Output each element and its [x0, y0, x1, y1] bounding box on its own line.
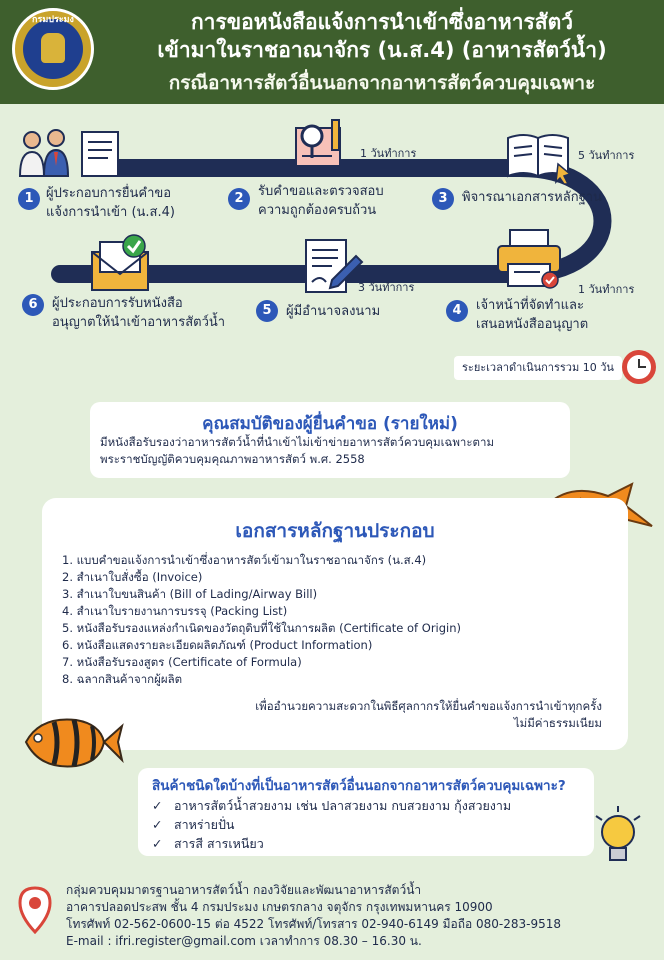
- step-4-duration: 1 วันทำการ: [578, 283, 635, 296]
- products-title: สินค้าชนิดใดบ้างที่เป็นอาหารสัตว์อื่นนอกจากอาหารสัตว์ควบคุมเฉพาะ?: [152, 778, 566, 794]
- document-item: 8. ฉลากสินค้าจากผู้ผลิต: [62, 672, 183, 686]
- step-6-text: ผู้ประกอบการรับหนังสือ อนุญาตให้นำเข้าอาหารสัตว์น้ำ: [52, 296, 226, 330]
- check-icon: ✓: [152, 836, 163, 851]
- step-3-text: พิจารณาเอกสารหลักฐาน: [462, 190, 602, 205]
- businesspeople-icon: [18, 126, 128, 186]
- footer-line-2: อาคารปลอดประสพ ชั้น 4 กรมประมง เกษตรกลาง จตุจักร กรุงเทพมหานคร 10900: [66, 900, 493, 914]
- check-icon: ✓: [152, 817, 163, 832]
- documents-title: เอกสารหลักฐานประกอบ: [235, 520, 435, 542]
- step-1-text: ผู้ประกอบการยื่นคำขอ แจ้งการนำเข้า (น.ส.4): [46, 186, 175, 220]
- footer-line-1: กลุ่มควบคุมมาตรฐานอาหารสัตว์น้ำ กองวิจัยและพัฒนาอาหารสัตว์น้ำ: [66, 883, 422, 897]
- product-item: ✓ สาหร่ายปั่น: [152, 817, 235, 832]
- documents-box: [42, 498, 628, 750]
- product-item: ✓ อาหารสัตว์น้ำสวยงาม เช่น ปลาสวยงาม กบสวยงาม กุ้งสวยงาม: [152, 798, 512, 813]
- department-logo: [12, 8, 94, 90]
- logo-text: กรมประมง: [32, 15, 74, 25]
- products-box: [138, 768, 594, 856]
- step-3-number: 3: [432, 188, 454, 210]
- total-duration: ระยะเวลาดำเนินการรวม 10 วัน: [454, 356, 622, 380]
- qualification-box: [90, 402, 570, 478]
- step-6-number: 6: [22, 294, 44, 316]
- step-1-number: 1: [18, 188, 40, 210]
- step-2-number: 2: [228, 188, 250, 210]
- step-2-text: รับคำขอและตรวจสอบ ความถูกต้องครบถ้วน: [258, 184, 384, 218]
- check-icon: ✓: [152, 798, 163, 813]
- striped-fish-icon: [20, 712, 124, 774]
- light-bulb-icon: [592, 806, 644, 872]
- location-pin-icon: [18, 886, 52, 934]
- step-5-duration: 3 วันทำการ: [358, 281, 415, 294]
- signing-document-icon: [302, 236, 364, 296]
- footer-line-3: โทรศัพท์ 02-562-0600-15 ต่อ 4522 โทรศัพท์/โทรสาร 02-940-6149 มือถือ 080-283-9518: [66, 917, 562, 931]
- document-item: 1. แบบคำขอแจ้งการนำเข้าซึ่งอาหารสัตว์เข้ามาในราชอาณาจักร (น.ส.4): [62, 553, 427, 567]
- printer-icon: [496, 228, 564, 290]
- step-2-duration: 1 วันทำการ: [360, 147, 417, 160]
- document-item: 2. สำเนาใบสั่งซื้อ (Invoice): [62, 570, 203, 584]
- step-3-duration: 5 วันทำการ: [578, 149, 635, 162]
- magnifier-document-icon: [292, 118, 352, 170]
- products-list: [152, 796, 511, 853]
- contact-info: [66, 882, 656, 950]
- document-item: 5. หนังสือรับรองแหล่งกำเนิดของวัตถุดิบที่ใช้ในการผลิต (Certificate of Origin): [62, 621, 462, 635]
- open-book-icon: [504, 128, 574, 184]
- document-item: 4. สำเนาใบรายงานการบรรจุ (Packing List): [62, 604, 288, 618]
- documents-list: [62, 552, 602, 688]
- document-item: 3. สำเนาใบขนสินค้า (Bill of Lading/Airway Bill): [62, 587, 318, 601]
- process-flow: [0, 104, 664, 394]
- step-5-number: 5: [256, 300, 278, 322]
- documents-note: เพื่ออำนวยความสะดวกในพิธีศุลกากรให้ยื่นคำขอแจ้งการนำเข้าทุกครั้ง ไม่มีค่าธรรมเนียม: [255, 699, 602, 730]
- step-5-text: ผู้มีอำนาจลงนาม: [286, 304, 381, 319]
- subtitle: กรณีอาหารสัตว์อื่นนอกจากอาหารสัตว์ควบคุมเฉพาะ: [168, 72, 596, 94]
- document-item: 7. หนังสือรับรองสูตร (Certificate of Formula): [62, 655, 302, 669]
- product-item: ✓ สารสี สารเหนียว: [152, 836, 264, 851]
- footer-line-4: E-mail : ifri.register@gmail.com เวลาทำการ 08.30 – 16.30 น.: [66, 934, 422, 948]
- alarm-clock-icon: [622, 350, 656, 384]
- step-4-text: เจ้าหน้าที่จัดทำและ เสนอหนังสืออนุญาต: [476, 298, 589, 332]
- step-4-number: 4: [446, 300, 468, 322]
- title-line-2: เข้ามาในราชอาณาจักร (น.ส.4) (อาหารสัตว์น้ำ): [157, 38, 607, 62]
- title-line-1: การขอหนังสือแจ้งการนำเข้าซึ่งอาหารสัตว์: [190, 10, 574, 34]
- qualification-body: มีหนังสือรับรองว่าอาหารสัตว์น้ำที่นำเข้าไม่เข้าข่ายอาหารสัตว์ควบคุมเฉพาะตาม พระราชบัญญัติควบคุมคุณภาพอาหารสัตว์ พ.ศ. 2558: [100, 435, 495, 466]
- qualification-title: คุณสมบัติของผู้ยื่นคำขอ (รายใหม่): [202, 414, 458, 434]
- envelope-check-icon: [88, 232, 152, 294]
- document-item: 6. หนังสือแสดงรายละเอียดผลิตภัณฑ์ (Product Information): [62, 638, 373, 652]
- header-banner: [0, 0, 664, 104]
